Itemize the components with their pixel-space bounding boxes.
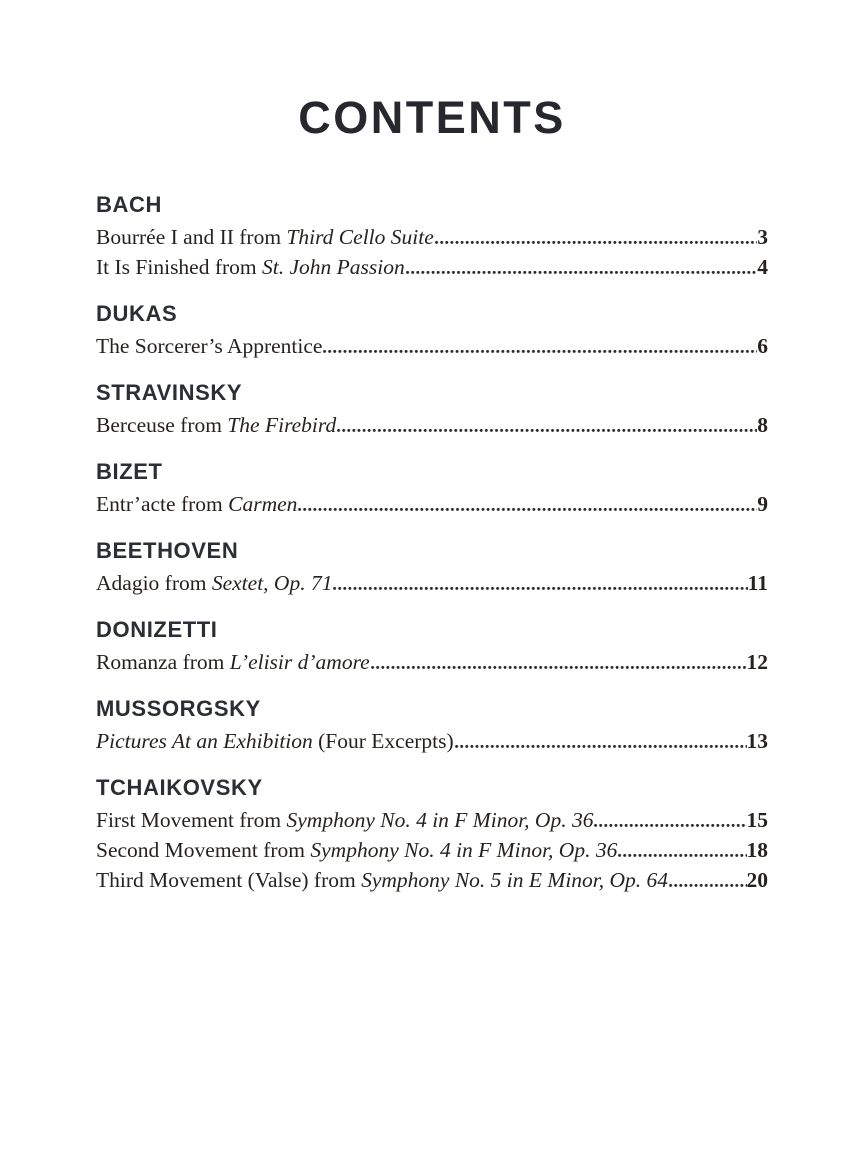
toc-entry [96,568,768,598]
entry-work-title: Symphony No. 5 in E Minor, Op. 64 [361,868,669,892]
entry-title [96,568,332,598]
entry-text-segment: Second Movement from [96,838,311,862]
page-number: 9 [757,492,768,516]
page-number: 3 [757,225,768,249]
entry-work-title: Third Cello Suite [286,225,434,249]
toc-section [96,539,768,598]
composer-heading: BACH [96,192,162,217]
entry-text-segment: Adagio from [96,571,212,595]
entry-work-title: Sextet, Op. 71 [211,571,333,595]
composer-heading: TCHAIKOVSKY [96,775,263,800]
entry-text-segment: Entr’acte from [96,492,229,516]
composer-heading: DONIZETTI [96,617,218,642]
entry-work-title: Carmen [228,492,298,516]
dot-leader [371,664,747,669]
page-number: 8 [757,413,768,437]
page-number: 12 [746,650,768,674]
entry-title [96,410,336,440]
entry-work-title: L’elisir d’amore [229,650,370,674]
toc-entry [96,647,768,677]
page-number: 4 [757,255,768,279]
dot-leader [455,743,747,748]
toc-section [96,776,768,895]
dot-leader [406,269,757,274]
entry-text-segment: It Is Finished from [96,255,263,279]
dot-leader [298,506,757,511]
entry-text-segment: Romanza from [96,650,230,674]
entry-work-title: The Firebird [227,413,337,437]
entry-work-title: St. John Passion [262,255,405,279]
entry-title [96,252,405,282]
dot-leader [594,822,746,827]
composer-heading: DUKAS [96,301,178,326]
toc-section [96,697,768,756]
entry-title [96,489,297,519]
toc-entry [96,835,768,865]
dot-leader [323,348,757,353]
entry-title [96,726,454,756]
toc-entry [96,489,768,519]
entry-text-segment: The Sorcerer’s Apprentice [96,334,323,358]
entry-title [96,865,668,895]
toc-section [96,618,768,677]
dot-leader [435,239,757,244]
toc-entry [96,805,768,835]
entry-text-segment: Bourrée I and II from [96,225,287,249]
page-title: CONTENTS [298,92,566,143]
entry-text-segment: (Four Excerpts) [312,729,454,753]
toc-entry [96,331,768,361]
page-number: 6 [757,334,768,358]
dot-leader [669,882,746,887]
page-number: 11 [747,571,768,595]
toc-sections [96,193,768,895]
toc-entry [96,410,768,440]
composer-heading: BIZET [96,459,163,484]
entry-title [96,222,434,252]
entry-title [96,647,370,677]
toc-entry [96,222,768,252]
dot-leader [333,585,747,590]
composer-heading: STRAVINSKY [96,380,243,405]
toc-section [96,193,768,282]
entry-work-title: Symphony No. 4 in F Minor, Op. 36 [310,838,618,862]
entry-text-segment: Berceuse from [96,413,228,437]
entry-work-title: Pictures At an Exhibition [96,729,313,753]
toc-entry [96,252,768,282]
entry-work-title: Symphony No. 4 in F Minor, Op. 36 [286,808,594,832]
entry-text-segment: Third Movement (Valse) from [96,868,362,892]
entry-title [96,805,593,835]
composer-heading: BEETHOVEN [96,538,239,563]
page-number: 13 [746,729,768,753]
composer-heading: MUSSORGSKY [96,696,261,721]
dot-leader [618,852,746,857]
page-number: 18 [746,838,768,862]
toc-section [96,460,768,519]
entry-title [96,331,322,361]
toc-entry [96,865,768,895]
toc-section [96,381,768,440]
entry-title [96,835,617,865]
toc-entry [96,726,768,756]
entry-text-segment: First Movement from [96,808,287,832]
page-number: 15 [746,808,768,832]
page-number: 20 [746,868,768,892]
dot-leader [337,427,757,432]
toc-section [96,302,768,361]
